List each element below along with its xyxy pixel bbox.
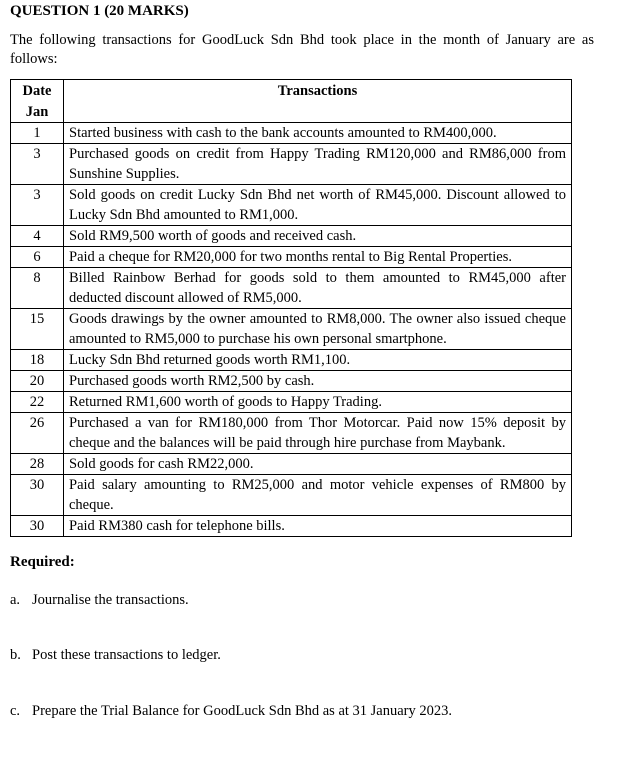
required-item-letter: c. bbox=[10, 703, 21, 719]
row-date: 3 bbox=[11, 185, 64, 226]
intro-text: The following transactions for GoodLuck Sdn Bhd took place in the month of January are as follows: bbox=[10, 32, 594, 67]
required-item-c bbox=[10, 703, 452, 720]
table-row bbox=[11, 123, 572, 144]
row-date: 1 bbox=[11, 123, 64, 144]
date-header-label: Date bbox=[22, 83, 52, 99]
row-date: 18 bbox=[11, 350, 64, 371]
table-header-row bbox=[11, 80, 572, 123]
row-transaction: Returned RM1,600 worth of goods to Happy Trading. bbox=[64, 392, 572, 413]
required-item-letter: b. bbox=[10, 647, 21, 663]
row-date: 20 bbox=[11, 371, 64, 392]
row-transaction: Paid a cheque for RM20,000 for two months rental to Big Rental Properties. bbox=[64, 247, 572, 268]
table-row bbox=[11, 350, 572, 371]
required-heading: Required: bbox=[10, 554, 75, 570]
row-date: 26 bbox=[11, 413, 64, 454]
table-row bbox=[11, 516, 572, 537]
row-date: 28 bbox=[11, 454, 64, 475]
row-date: 15 bbox=[11, 309, 64, 350]
question-title: QUESTION 1 (20 MARKS) bbox=[10, 3, 189, 19]
row-transaction: Paid RM380 cash for telephone bills. bbox=[64, 516, 572, 537]
row-date: 30 bbox=[11, 475, 64, 516]
row-date: 8 bbox=[11, 268, 64, 309]
row-transaction: Billed Rainbow Berhad for goods sold to them amounted to RM45,000 after deducted discount allowed of RM5,000. bbox=[64, 268, 572, 309]
table-row bbox=[11, 185, 572, 226]
row-transaction: Purchased goods on credit from Happy Trading RM120,000 and RM86,000 from Sunshine Supplies. bbox=[64, 144, 572, 185]
table-row bbox=[11, 475, 572, 516]
table-row bbox=[11, 454, 572, 475]
row-date: 30 bbox=[11, 516, 64, 537]
row-transaction: Purchased a van for RM180,000 from Thor Motorcar. Paid now 15% deposit by cheque and the balances will be paid through hire purchase from Maybank. bbox=[64, 413, 572, 454]
table-row bbox=[11, 268, 572, 309]
row-transaction: Sold goods on credit Lucky Sdn Bhd net worth of RM45,000. Discount allowed to Lucky Sdn Bhd amounted to RM1,000. bbox=[64, 185, 572, 226]
row-transaction: Sold RM9,500 worth of goods and received cash. bbox=[64, 226, 572, 247]
row-date: 22 bbox=[11, 392, 64, 413]
row-transaction: Lucky Sdn Bhd returned goods worth RM1,100. bbox=[64, 350, 572, 371]
table-row bbox=[11, 226, 572, 247]
date-column-header bbox=[11, 80, 64, 123]
required-item-b bbox=[10, 647, 221, 664]
row-date: 4 bbox=[11, 226, 64, 247]
row-transaction: Paid salary amounting to RM25,000 and motor vehicle expenses of RM800 by cheque. bbox=[64, 475, 572, 516]
row-transaction: Sold goods for cash RM22,000. bbox=[64, 454, 572, 475]
row-transaction: Goods drawings by the owner amounted to RM8,000. The owner also issued cheque amounted to RM5,000 to purchase his own personal smartphone. bbox=[64, 309, 572, 350]
month-header-label: Jan bbox=[25, 104, 49, 120]
row-transaction: Started business with cash to the bank accounts amounted to RM400,000. bbox=[64, 123, 572, 144]
required-item-a bbox=[10, 592, 189, 609]
row-date: 6 bbox=[11, 247, 64, 268]
table-row bbox=[11, 371, 572, 392]
required-item-text: Post these transactions to ledger. bbox=[32, 647, 221, 663]
required-item-letter: a. bbox=[10, 592, 21, 608]
transactions-column-header: Transactions bbox=[64, 80, 572, 123]
row-date: 3 bbox=[11, 144, 64, 185]
table-row bbox=[11, 392, 572, 413]
table-row bbox=[11, 144, 572, 185]
transactions-table bbox=[10, 79, 572, 537]
table-row bbox=[11, 309, 572, 350]
row-transaction: Purchased goods worth RM2,500 by cash. bbox=[64, 371, 572, 392]
required-item-text: Journalise the transactions. bbox=[32, 592, 189, 608]
required-item-text: Prepare the Trial Balance for GoodLuck Sdn Bhd as at 31 January 2023. bbox=[32, 703, 453, 719]
table-row bbox=[11, 413, 572, 454]
table-row bbox=[11, 247, 572, 268]
